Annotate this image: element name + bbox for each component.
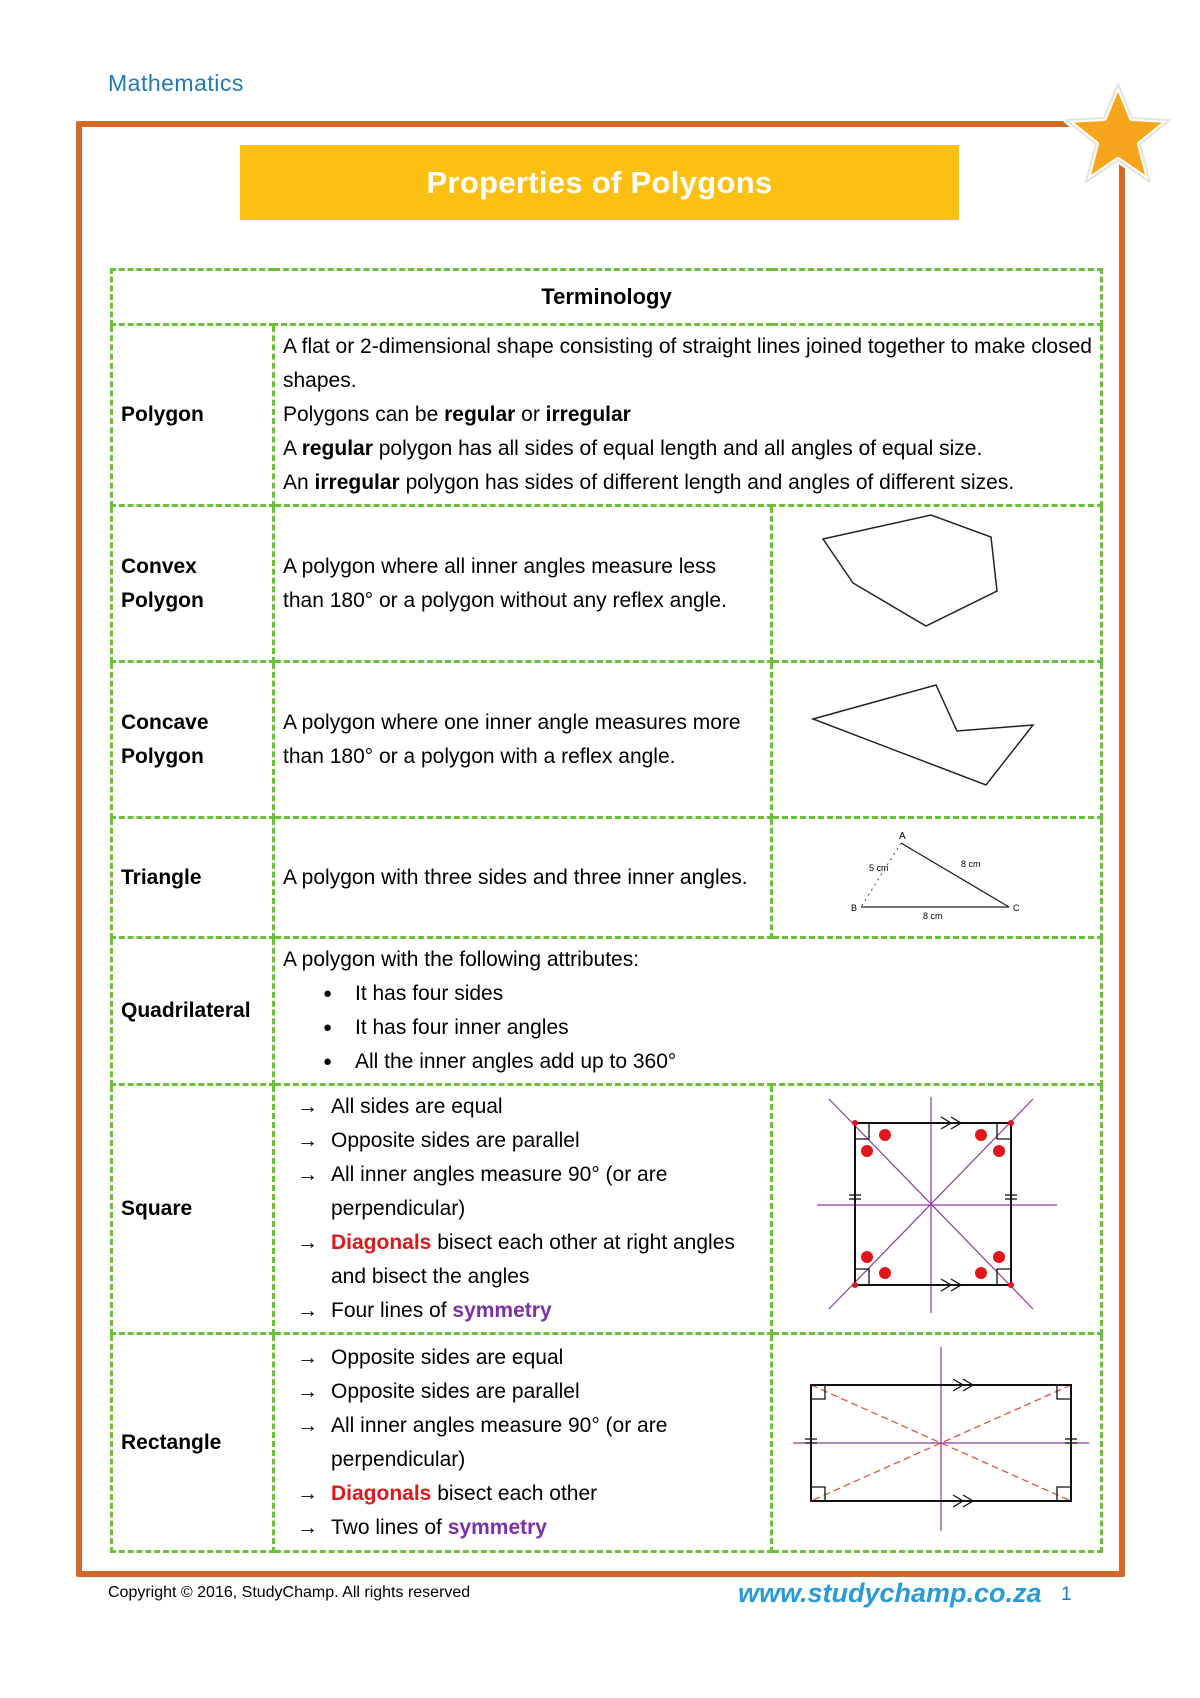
rectangle-figure (772, 1334, 1102, 1552)
square-properties (274, 1085, 772, 1334)
table-row (112, 662, 1102, 818)
polygon-line-2: Polygons can be regular or irregular (283, 403, 631, 426)
square-symmetry-icon (781, 1091, 1101, 1317)
rectangle-symmetry-icon (781, 1339, 1101, 1535)
list-item: ● It has four inner angles (355, 1011, 1092, 1045)
table-row (112, 938, 1102, 1085)
list-item: → Opposite sides are parallel (331, 1375, 762, 1409)
concave-definition: A polygon where one inner angle measures more than 180° or a polygon with a reflex angle. (274, 662, 772, 818)
list-item: → All sides are equal (331, 1090, 762, 1124)
polygon-line-1: A flat or 2-dimensional shape consisting of straight lines joined together to make closed shapes. (283, 335, 1092, 392)
list-item: → Diagonals bisect each other at right angles and bisect the angles (331, 1226, 762, 1294)
list-item: → Four lines of symmetry (331, 1294, 762, 1328)
convex-polygon-icon (781, 511, 1101, 645)
list-item: → Two lines of symmetry (331, 1511, 762, 1545)
term-convex-polygon: Convex Polygon (112, 506, 274, 662)
quadrilateral-definition (274, 938, 1102, 1085)
website-link[interactable]: www.studychamp.co.za (738, 1578, 1042, 1608)
list-item: → Diagonals bisect each other (331, 1477, 762, 1511)
terminology-table (110, 268, 1103, 1553)
term-triangle: Triangle (112, 818, 274, 938)
page-number: 1 (1061, 1584, 1072, 1605)
term-rectangle: Rectangle (112, 1334, 274, 1552)
table-row (112, 818, 1102, 938)
list-item: ● It has four sides (355, 977, 1092, 1011)
triangle-figure (772, 818, 1102, 938)
table-row (112, 1085, 1102, 1334)
side-bc-label: 8 cm (923, 911, 943, 921)
table-row (112, 1334, 1102, 1552)
vertex-b-label: B (851, 903, 858, 913)
list-item: ● All the inner angles add up to 360° (355, 1045, 1092, 1079)
square-figure (772, 1085, 1102, 1334)
triangle-definition: A polygon with three sides and three inner angles. (274, 818, 772, 938)
table-row (112, 325, 1102, 506)
list-item: → Opposite sides are equal (331, 1341, 762, 1375)
concave-polygon-icon (781, 667, 1101, 801)
convex-figure (772, 506, 1102, 662)
copyright-notice: Copyright © 2016, StudyChamp. All rights reserved (108, 1584, 471, 1601)
polygon-line-4: An irregular polygon has sides of different length and angles of different sizes. (283, 471, 1015, 494)
term-polygon: Polygon (112, 325, 274, 506)
table-row (112, 506, 1102, 662)
side-ab-label: 5 cm (869, 863, 889, 873)
list-item: → Opposite sides are parallel (331, 1124, 762, 1158)
title-banner (240, 145, 959, 220)
list-item: → All inner angles measure 90° (or are perpendicular) (331, 1158, 762, 1226)
vertex-c-label: C (1013, 903, 1020, 913)
rectangle-properties (274, 1334, 772, 1552)
convex-definition: A polygon where all inner angles measure less than 180° or a polygon without any reflex angle. (274, 506, 772, 662)
table-heading: Terminology (112, 270, 1102, 325)
polygon-definition (274, 325, 1102, 506)
concave-figure (772, 662, 1102, 818)
triangle-icon (781, 823, 1101, 921)
term-concave-polygon: Concave Polygon (112, 662, 274, 818)
term-quadrilateral: Quadrilateral (112, 938, 274, 1085)
subject-label: Mathematics (108, 70, 244, 96)
quadrilateral-intro: A polygon with the following attributes: (283, 948, 640, 971)
vertex-a-label: A (899, 831, 906, 842)
star-icon (1058, 78, 1178, 190)
term-square: Square (112, 1085, 274, 1334)
page-title: Properties of Polygons (426, 164, 773, 200)
polygon-line-3: A regular polygon has all sides of equal length and all angles of equal size. (283, 437, 983, 460)
side-ac-label: 8 cm (961, 859, 981, 869)
list-item: → All inner angles measure 90° (or are perpendicular) (331, 1409, 762, 1477)
